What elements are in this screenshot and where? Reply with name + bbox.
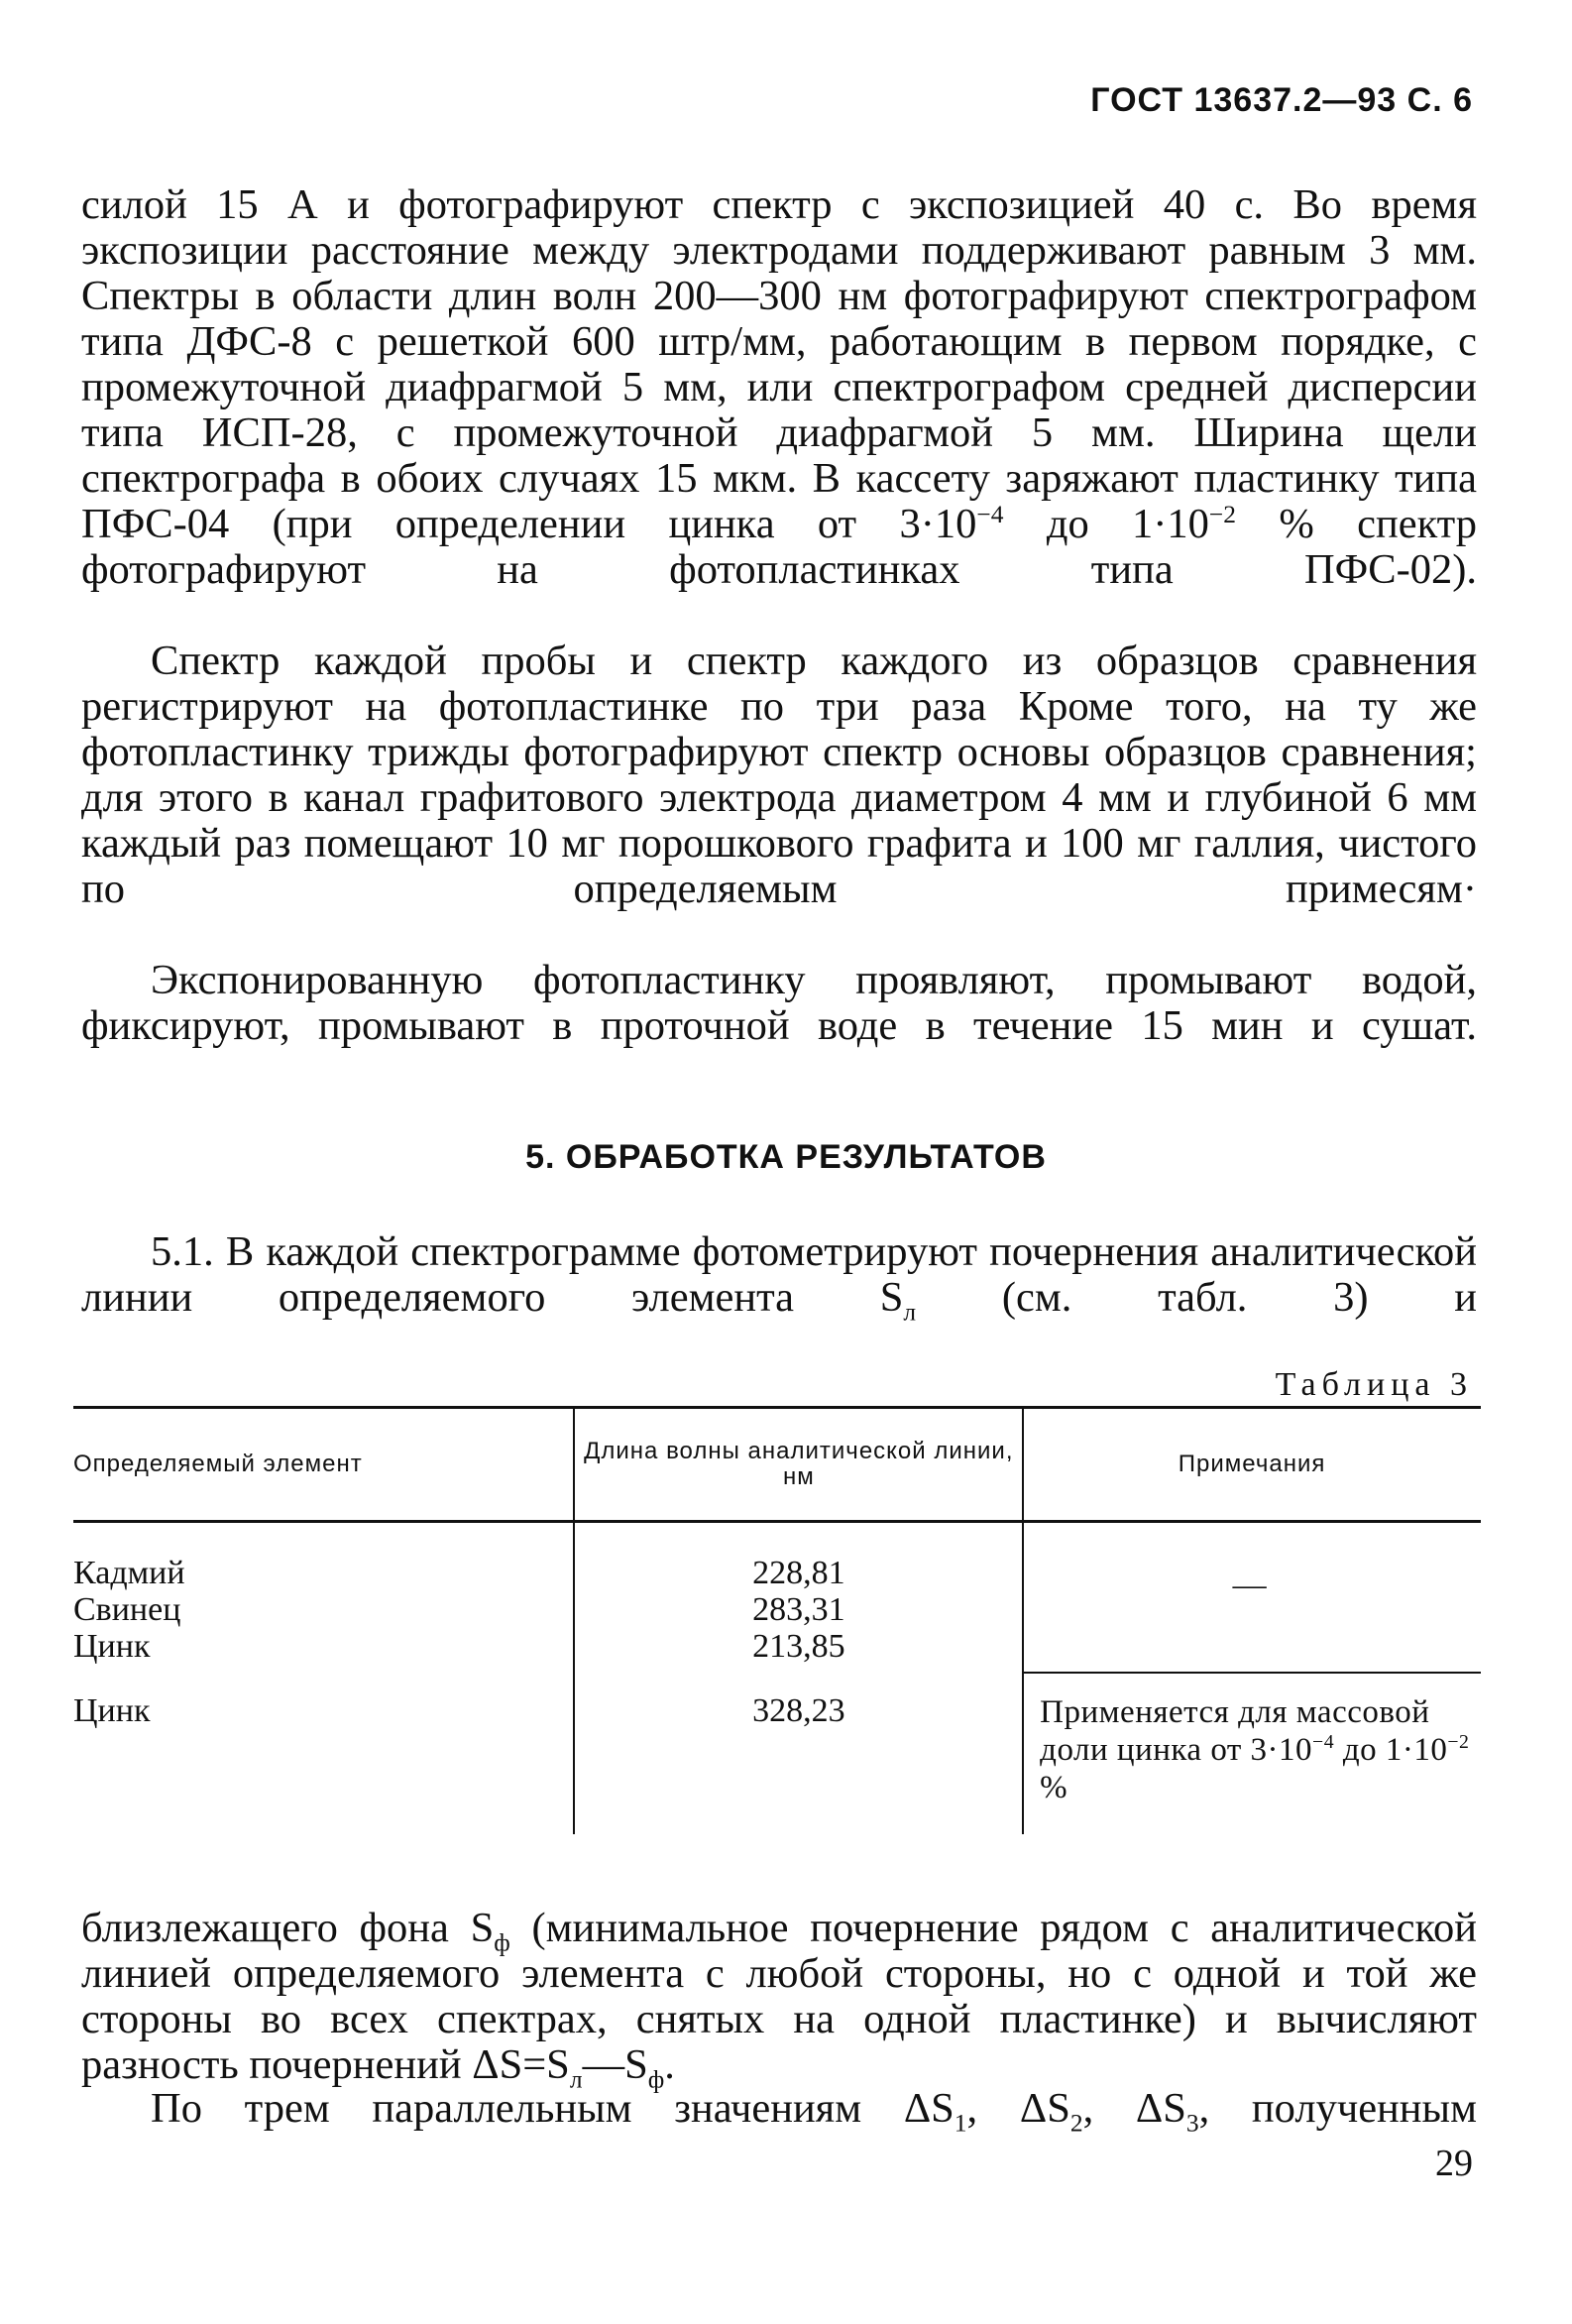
table-row bbox=[73, 1522, 1481, 1674]
paragraph-development: Экспонированную фотопластинку проявляют, промывают водой, фиксируют, промывают в проточной воде в течение 15 мин и сушат. bbox=[81, 957, 1477, 1049]
section-heading: 5. ОБРАБОТКА РЕЗУЛЬТАТОВ bbox=[525, 1138, 1047, 1176]
paragraph-parallel-values: По трем параллельным значениям $\Delta S_1$, $\Delta S_2$, $\Delta S_3$, полученным bbox=[151, 2085, 1477, 2138]
table-header-row bbox=[73, 1408, 1481, 1522]
wavelength-cell: 228,81 283,31 213,85 bbox=[574, 1522, 1023, 1674]
paragraph-photometry: 5.1. В каждой спектрограмме фотометрируют почернения аналитической линии определяемого элемента $S_л$ (см. табл. 3) и bbox=[81, 1228, 1478, 1327]
paragraph-background: близлежащего фона $S_ф$ (минимальное почернение рядом с аналитической линией определяемого элемента с любой стороны, но с одной и той же стороны во всех спектрах, снятых на одной пластинке) и вычисляют разность почернений $\Delta S=S_л—S_ф$. bbox=[81, 1905, 1478, 2094]
header-element: Определяемый элемент bbox=[73, 1408, 574, 1522]
page-number: 29 bbox=[1435, 2143, 1473, 2184]
element-cell: Цинк bbox=[73, 1692, 151, 1729]
header-wavelength: Длина волны аналитической линии, нм bbox=[574, 1408, 1023, 1522]
paragraph-registration: Спектр каждой пробы и спектр каждого из образцов сравнения регистрируют на фотопластинке по три раза Кроме того, на ту же фотопластинку трижды фотографируют спектр основы образцов сравнения; для этого в канал графитового электрода диаметром 4 мм и глубиной 6 мм каждый раз помещают 10 мг порошкового графита и 100 мг галлия, чистого по определяемым примесям· bbox=[81, 638, 1477, 912]
note-cell: — bbox=[1023, 1522, 1481, 1674]
table-caption: Таблица 3 bbox=[1275, 1366, 1473, 1403]
document-header: ГОСТ 13637.2—93 С. 6 bbox=[1090, 81, 1473, 119]
paragraph-exposure: силой 15 А и фотографируют спектр с экспозицией 40 с. Во время экспозиции расстояние между электродами поддерживают равным 3 мм. Спектры в области длин волн 200—300 нм фотографируют спектрографом типа ДФС-8 с решеткой 600 штр/мм, работающим в первом порядке, с промежуточной диафрагмой 5 мм, или спектрографом средней дисперсии типа ИСП-28, с промежуточной диафрагмой 5 мм. Ширина щели спектрографа в обоих случаях 15 мкм. В кассету заряжают пластинку типа ПФС-04 (при определении цинка от $3\cdot 10^{-4}$ до $1\cdot 10^{-2}$ % спектр фотографируют на фотопластинках типа ПФС-02). bbox=[81, 181, 1478, 593]
element-cell: Кадмий Свинец Цинк bbox=[73, 1555, 185, 1665]
header-notes: Примечания bbox=[1023, 1408, 1481, 1522]
table-row bbox=[73, 1673, 1481, 1834]
wavelength-table bbox=[73, 1406, 1481, 1834]
wavelength-cell: 328,23 bbox=[574, 1673, 1023, 1834]
note-cell: Применяется для массовой доли цинка от $3\cdot 10^{-4}$ до $1\cdot 10^{-2}$ % bbox=[1023, 1673, 1481, 1834]
